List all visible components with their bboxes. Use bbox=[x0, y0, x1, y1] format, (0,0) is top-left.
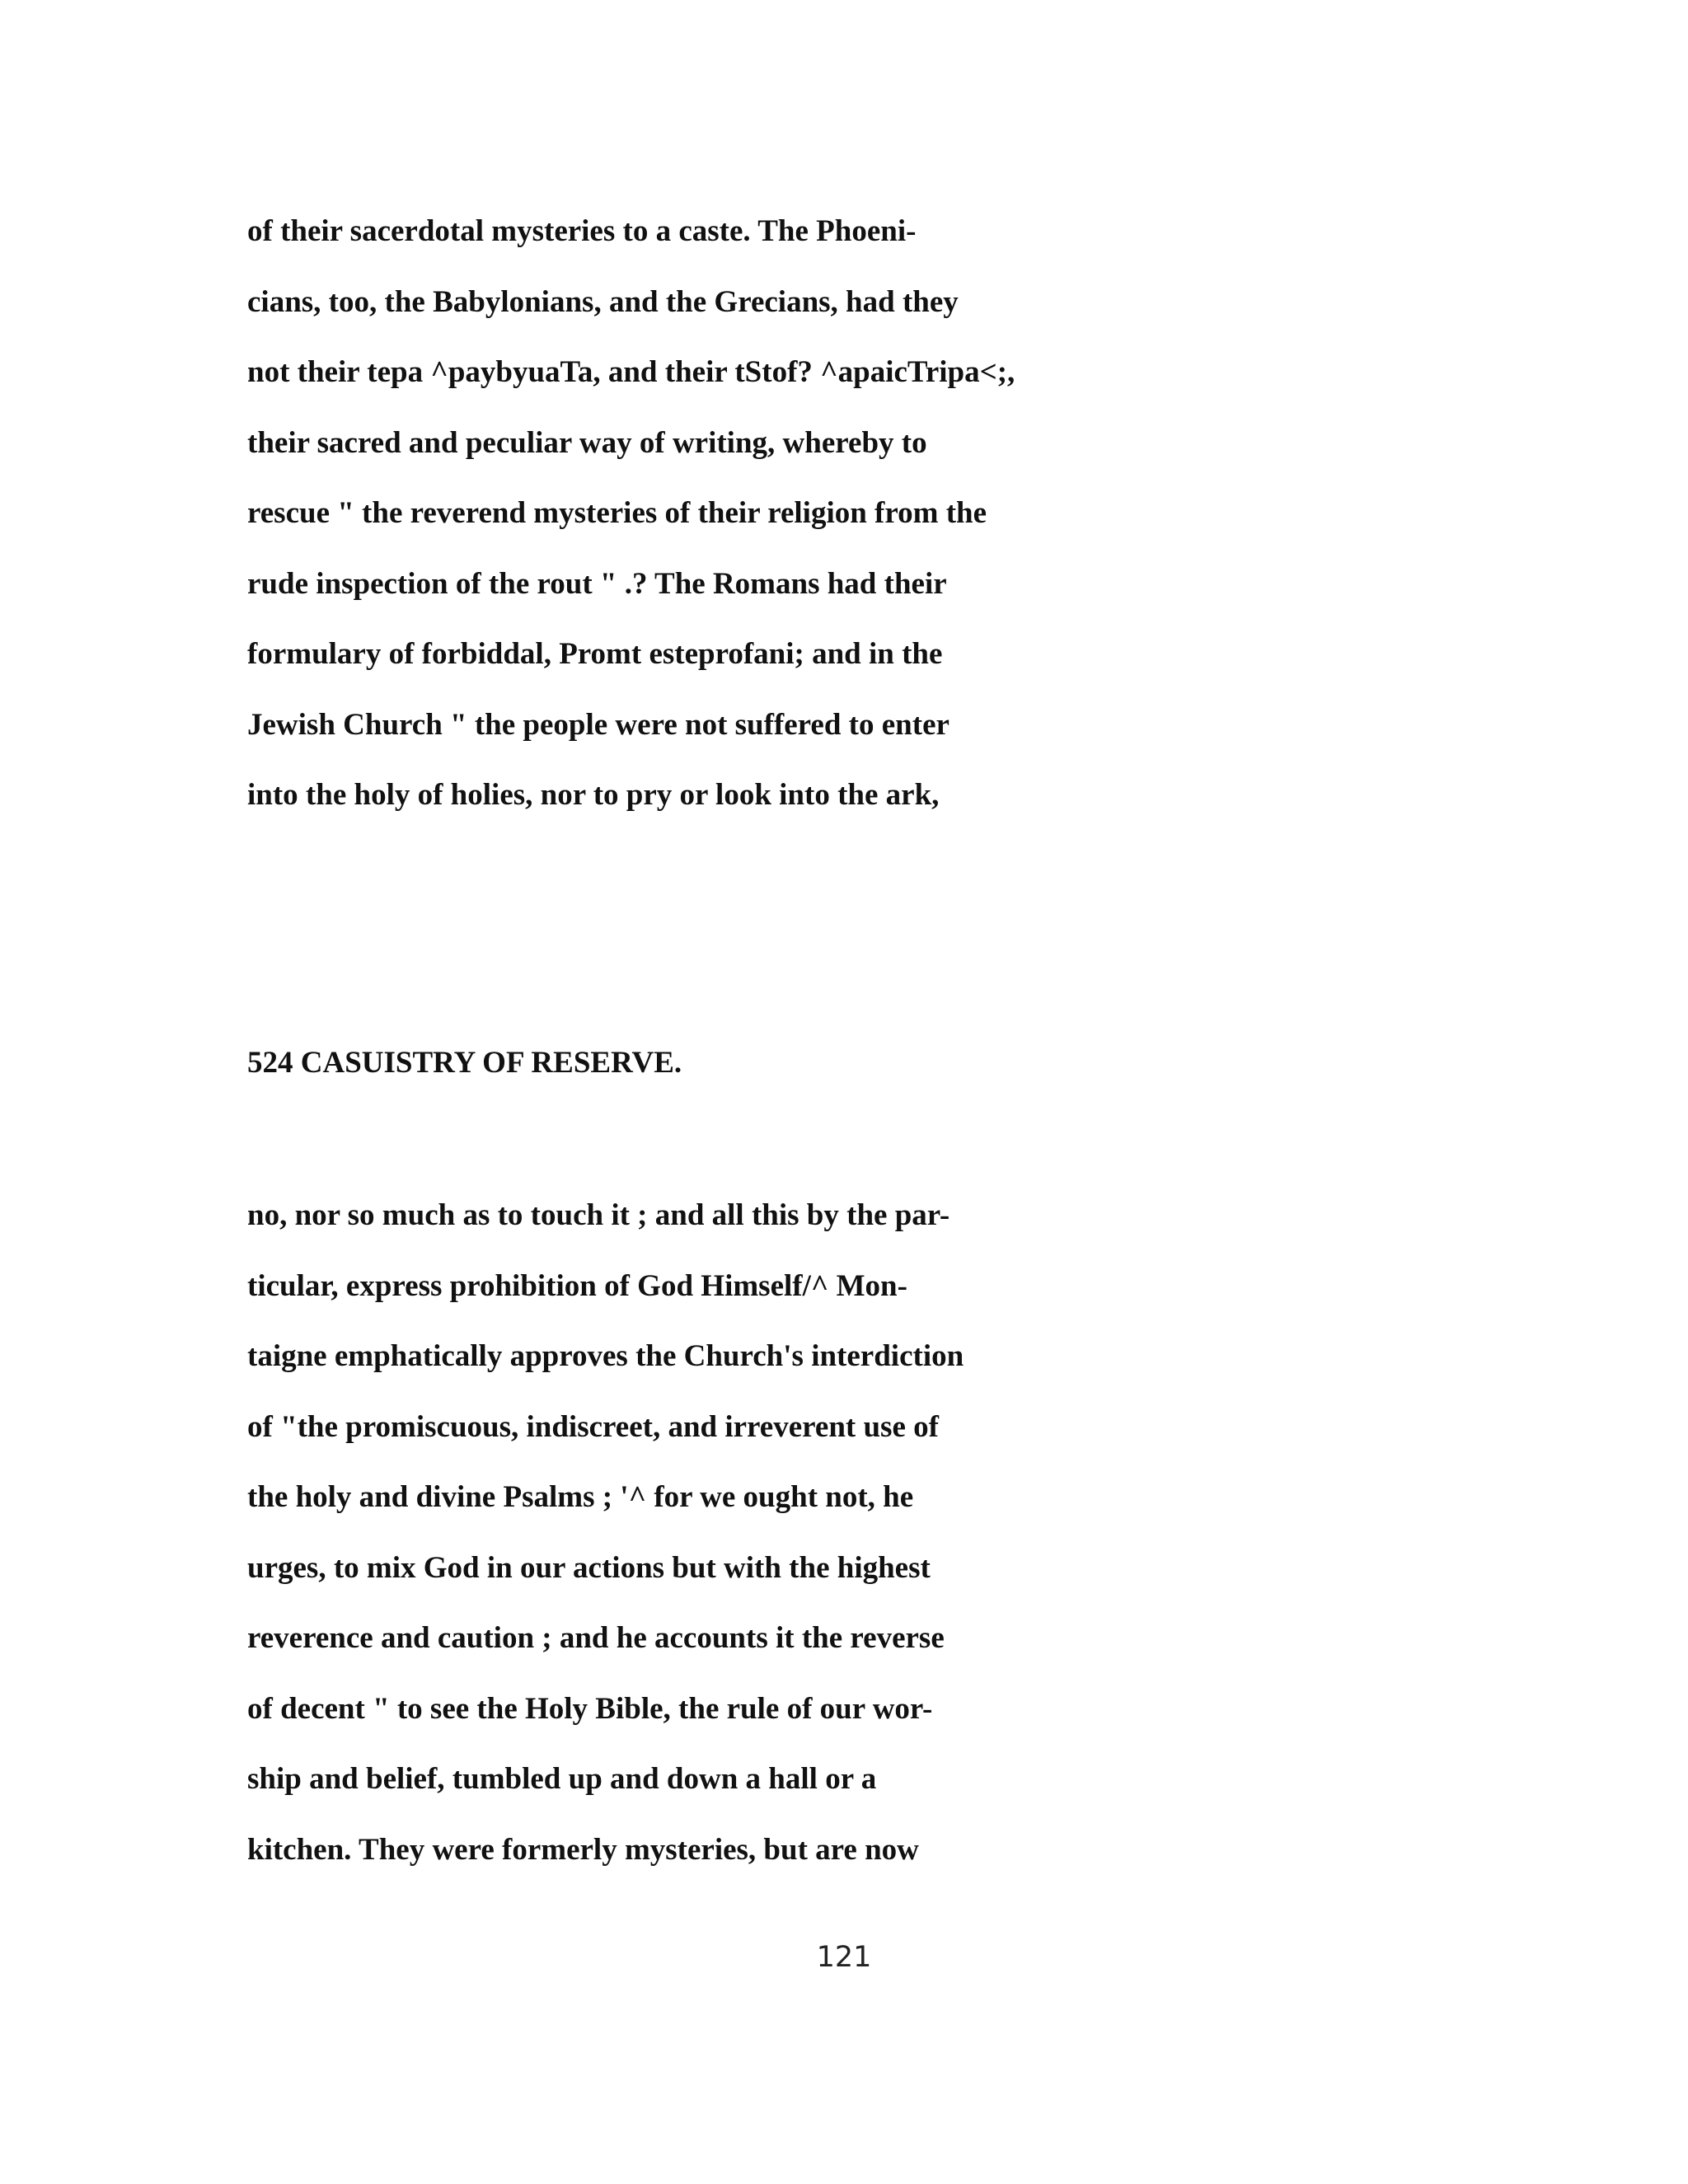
bottom-paragraph bbox=[247, 1180, 1566, 1885]
page-number: 121 bbox=[816, 1941, 872, 1974]
text-line: rude inspection of the rout " .? The Romans had their bbox=[247, 566, 947, 601]
text-line: not their tepa ^paybyuaTa, and their tStof? ^apaicTripa<;, bbox=[247, 355, 1015, 389]
text-line: of their sacerdotal mysteries to a caste. The Phoeni- bbox=[247, 214, 917, 248]
text-line: reverence and caution ; and he accounts it the reverse bbox=[247, 1621, 945, 1655]
text-line: of "the promiscuous, indiscreet, and irreverent use of bbox=[247, 1409, 939, 1444]
text-line: cians, too, the Babylonians, and the Grecians, had they bbox=[247, 284, 959, 319]
text-line: ship and belief, tumbled up and down a hall or a bbox=[247, 1762, 877, 1796]
running-head: 524 CASUISTRY OF RESERVE. bbox=[247, 1046, 682, 1080]
text-line: ticular, express prohibition of God Himself/^ Mon- bbox=[247, 1268, 907, 1303]
text-line: Jewish Church " the people were not suffered to enter bbox=[247, 707, 950, 742]
text-line: the holy and divine Psalms ; '^ for we ought not, he bbox=[247, 1480, 914, 1514]
text-line: formulary of forbiddal, Promt esteprofani; and in the bbox=[247, 637, 943, 671]
text-line: no, nor so much as to touch it ; and all this by the par- bbox=[247, 1198, 950, 1232]
text-line: into the holy of holies, nor to pry or look into the ark, bbox=[247, 778, 940, 812]
text-line: rescue " the reverend mysteries of their religion from the bbox=[247, 496, 987, 530]
text-line: kitchen. They were formerly mysteries, but are now bbox=[247, 1832, 919, 1867]
text-line: urges, to mix God in our actions but with the highest bbox=[247, 1550, 931, 1585]
top-paragraph bbox=[247, 196, 1566, 831]
text-line: of decent " to see the Holy Bible, the rule of our wor- bbox=[247, 1691, 933, 1726]
text-line: taigne emphatically approves the Church's interdiction bbox=[247, 1339, 964, 1373]
text-line: their sacred and peculiar way of writing, whereby to bbox=[247, 425, 927, 460]
